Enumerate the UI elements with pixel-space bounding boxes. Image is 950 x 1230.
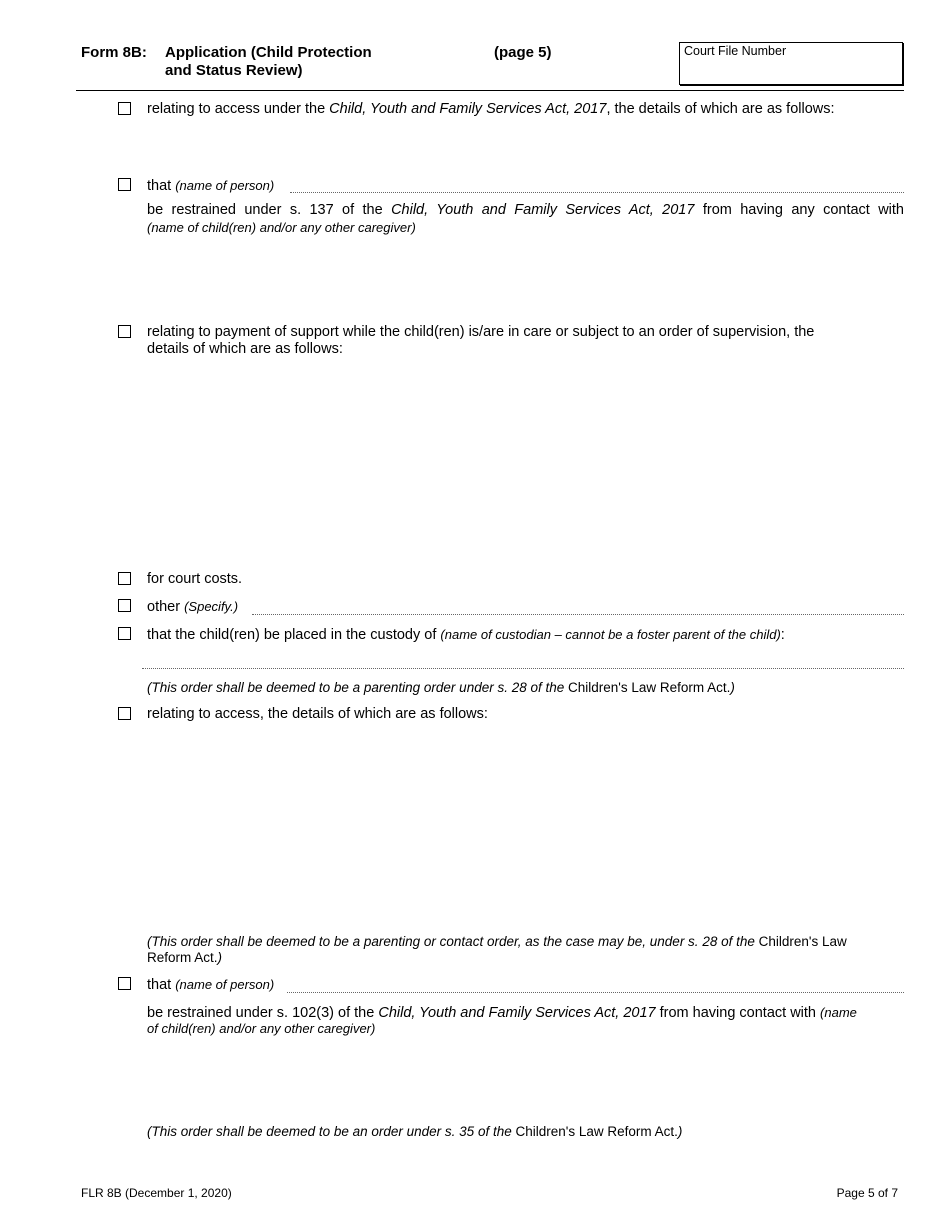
restrain-137-checkbox[interactable] [118, 178, 131, 191]
restrain-102-checkbox[interactable] [118, 977, 131, 990]
restrain-137-hint: (name of child(ren) and/or any other caregiver) [147, 220, 416, 235]
support-checkbox[interactable] [118, 325, 131, 338]
custodian-name-input[interactable] [144, 651, 902, 667]
page-label: (page 5) [494, 44, 552, 61]
restrain-102-text: be restrained under s. 102(3) of the Child, Youth and Family Services Act, 2017 from having contact with (name [147, 1005, 857, 1021]
restrain-102-name-input[interactable] [289, 976, 902, 992]
access-cyfsa-checkbox[interactable] [118, 102, 131, 115]
access-label: relating to access, the details of which are as follows: [147, 706, 488, 722]
other-specify-input[interactable] [254, 598, 902, 614]
form-title-line1: Application (Child Protection [165, 44, 372, 61]
restrain-137-that: that (name of person) [147, 178, 275, 194]
court-file-number-label: Court File Number [684, 44, 787, 58]
other-specify-line [252, 614, 904, 615]
other-label: other (Specify.) [147, 599, 239, 615]
court-costs-checkbox[interactable] [118, 572, 131, 585]
header-divider [76, 90, 904, 91]
custody-checkbox[interactable] [118, 627, 131, 640]
custody-text: that the child(ren) be placed in the custody of (name of custodian – cannot be a foster parent of the child): [147, 627, 785, 643]
access-checkbox[interactable] [118, 707, 131, 720]
access-cyfsa-text: relating to access under the Child, Youth and Family Services Act, 2017, the details of which are as follows: [147, 101, 835, 117]
restrain-137-name-line [290, 192, 904, 193]
footer-page-number: Page 5 of 7 [836, 1186, 898, 1200]
court-file-number-field[interactable] [679, 42, 903, 85]
restrain-137-name-input[interactable] [292, 176, 902, 192]
restrain-102-name-line [287, 992, 904, 993]
restrain-102-that: that (name of person) [147, 977, 275, 993]
form-title [165, 44, 425, 80]
restrain-102-hint: of child(ren) and/or any other caregiver) [147, 1021, 376, 1036]
restrain-137-text: be restrained under s. 137 of the Child, Youth and Family Services Act, 2017 from having any contact with [147, 202, 904, 218]
custodian-name-line [142, 668, 904, 669]
access-deemed-note: (This order shall be deemed to be a parenting or contact order, as the case may be, under s. 28 of the Children's Law Reform Act.) [147, 934, 847, 965]
restrain-102-deemed-note: (This order shall be deemed to be an order under s. 35 of the Children's Law Reform Act.) [147, 1124, 683, 1139]
form-label: Form 8B: [81, 44, 147, 61]
other-checkbox[interactable] [118, 599, 131, 612]
custody-deemed-note: (This order shall be deemed to be a parenting order under s. 28 of the Children's Law Reform Act.) [147, 680, 735, 695]
court-costs-label: for court costs. [147, 571, 243, 587]
support-text: relating to payment of support while the child(ren) is/are in care or subject to an order of supervision, the details of which are as follows: [147, 324, 815, 357]
footer-form-code: FLR 8B (December 1, 2020) [81, 1186, 232, 1200]
form-title-line2: and Status Review) [165, 62, 303, 79]
